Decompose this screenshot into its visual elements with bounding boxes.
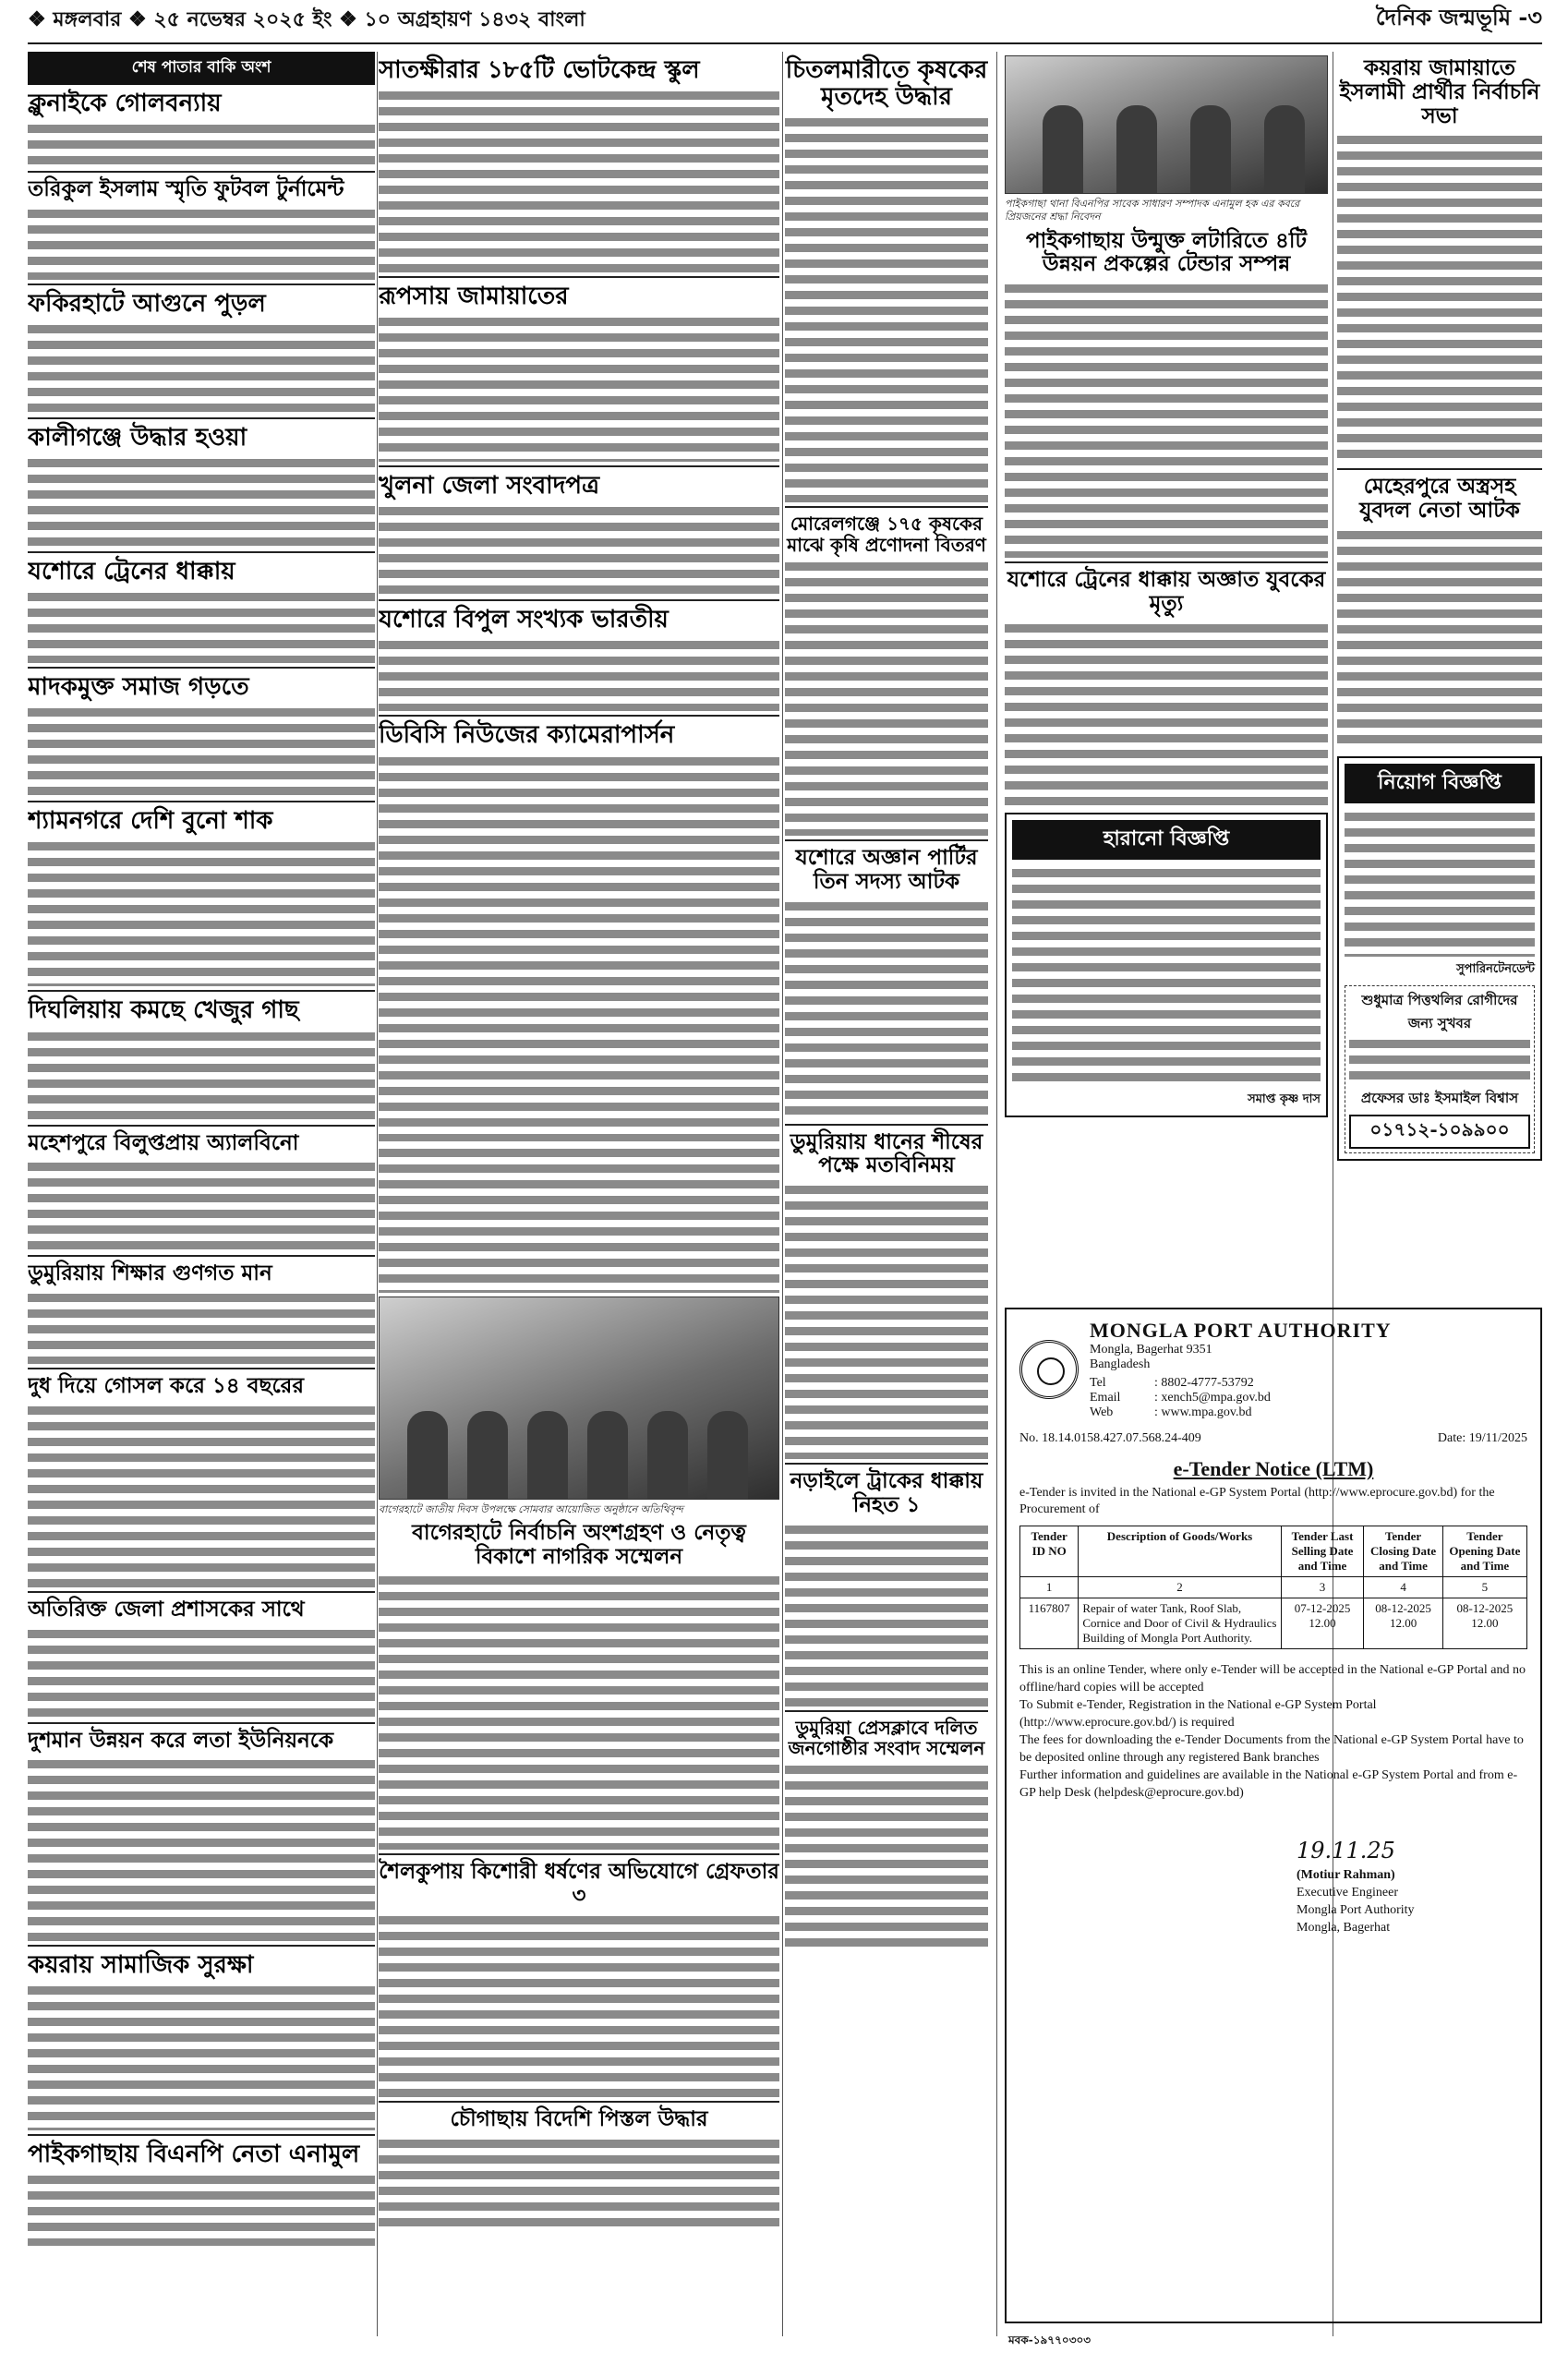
headline: রূপসায় জামায়াতের <box>379 283 569 311</box>
column-2 <box>379 52 779 2336</box>
article-body <box>28 589 375 663</box>
tel-value: : 8802-4777-53792 <box>1154 1376 1254 1390</box>
headline: কালীগঞ্জে উদ্ধার হওয়া <box>28 423 247 452</box>
tender-description: Repair of water Tank, Roof Slab, Cornice and Door of Civil & Hydraulics Building of Mongla Port Authority. <box>1079 1598 1281 1649</box>
headline: দিঘলিয়ায় কমছে খেজুর গাছ <box>28 996 299 1025</box>
signer-title: Executive Engineer <box>1297 1885 1399 1900</box>
signer-name: (Motiur Rahman) <box>1297 1867 1395 1882</box>
headline: চৌগাছায় বিদেশি পিস্তল উদ্ধার <box>450 2106 708 2131</box>
divider <box>28 283 375 285</box>
headline: খুলনা জেলা সংবাদপত্র <box>379 472 600 501</box>
divider <box>379 2101 779 2103</box>
column-header: Tender Last Selling Date and Time <box>1281 1526 1364 1577</box>
divider <box>28 417 375 419</box>
column-divider <box>377 52 378 2336</box>
tender-table <box>1019 1526 1527 1649</box>
org-address-line: Mongla, Bagerhat 9351 <box>1090 1343 1212 1357</box>
divider <box>785 1710 988 1712</box>
headline: যশোরে ট্রেনের ধাক্কায় <box>28 558 235 586</box>
headline: যশোরে ট্রেনের ধাক্কায় অজ্ঞাত যুবকের মৃত্যু <box>1007 568 1326 616</box>
tender-note: The fees for downloading the e-Tender Documents from the National e-GP System Portal have to be deposited online through any registered Bank branches <box>1019 1732 1524 1765</box>
column-number: 3 <box>1281 1577 1364 1598</box>
article-body <box>1337 527 1542 749</box>
tender-note: Further information and guidelines are available in the National e-GP System Portal and from e-GP help Desk (helpdesk@eprocure.gov.bd) <box>1019 1767 1518 1800</box>
web-label: Web <box>1090 1405 1114 1419</box>
tel-label: Tel <box>1090 1376 1106 1390</box>
paper-page-label: দৈনিক জন্মভূমি -৩ <box>1375 4 1542 30</box>
email-label: Email <box>1090 1391 1121 1405</box>
divider <box>379 1853 779 1855</box>
signer-place: Mongla, Bagerhat <box>1297 1920 1391 1935</box>
divider <box>28 2134 375 2136</box>
article-body <box>785 559 988 836</box>
column-number: 5 <box>1442 1577 1526 1598</box>
ad-body <box>1349 1036 1530 1082</box>
article-body <box>785 1182 988 1459</box>
table-header-row <box>1020 1526 1527 1577</box>
article-body <box>28 2172 375 2246</box>
article-body <box>379 2136 779 2228</box>
signature-block <box>1297 1836 1527 1937</box>
article-body <box>28 838 375 986</box>
notice-signer: সুপারিনটেনডেন্ট <box>1456 961 1535 976</box>
headline: ক্লুনাইকে গোলবন্যায় <box>28 90 222 117</box>
divider <box>1005 561 1328 563</box>
org-name: MONGLA PORT AUTHORITY <box>1090 1319 1392 1342</box>
tender-date: Date: 19/11/2025 <box>1437 1431 1527 1445</box>
page-header <box>28 4 1542 44</box>
tender-notes <box>1019 1662 1527 1802</box>
headline: তরিকুল ইসলাম স্মৃতি ফুটবল টুর্নামেন্ট <box>28 177 344 202</box>
article-body <box>1337 132 1542 464</box>
headline: মাদকমুক্ত সমাজ গড়তে <box>28 673 249 702</box>
headline: নড়াইলে ট্রাকের ধাক্কায় নিহত ১ <box>790 1469 983 1517</box>
divider <box>28 1255 375 1257</box>
headline: অতিরিক্ত জেলা প্রশাসকের সাথে <box>28 1597 305 1622</box>
column-4 <box>1005 52 1328 1302</box>
column-number: 4 <box>1364 1577 1442 1598</box>
tender-ref-no: No. 18.14.0158.427.07.568.24-409 <box>1019 1431 1201 1445</box>
headline: শ্যামনগরে দেশি বুনো শাক <box>28 807 273 836</box>
divider <box>379 715 779 717</box>
divider <box>785 1124 988 1126</box>
notice-body <box>1345 809 1535 957</box>
article-body <box>28 1290 375 1364</box>
news-photo <box>1005 55 1328 194</box>
divider <box>28 1125 375 1127</box>
article-body <box>28 321 375 414</box>
headline: ফকিরহাটে আগুনে পুড়ল <box>28 289 266 318</box>
clinic-ad-phone: ০১৭১২-১০৯৯০০ <box>1349 1115 1530 1149</box>
divider <box>1337 468 1542 470</box>
divider <box>28 1722 375 1724</box>
headline: যশোরে অজ্ঞান পার্টির তিন সদস্য আটক <box>795 846 978 894</box>
divider <box>379 465 779 467</box>
job-notice-title: নিয়োগ বিজ্ঞপ্তি <box>1345 764 1535 803</box>
column-3 <box>785 52 988 2336</box>
divider <box>28 990 375 992</box>
column-header: Description of Goods/Works <box>1079 1526 1281 1577</box>
article-body <box>28 1756 375 1941</box>
column-header: Tender ID NO <box>1020 1526 1079 1577</box>
notice-body <box>1012 865 1321 1087</box>
divider <box>785 1463 988 1465</box>
signer-org: Mongla Port Authority <box>1297 1902 1415 1917</box>
headline: মোরেলগঞ্জে ১৭৫ কৃষকের মাঝে কৃষি প্রণোদনা বিতরণ <box>787 513 986 556</box>
clinic-ad-doctor: প্রফেসর ডাঃ ইসমাইল বিশ্বাস <box>1360 1089 1519 1106</box>
headline: যশোরে বিপুল সংখ্যক ভারতীয় <box>379 606 669 634</box>
headline: ডিবিসি নিউজের ক্যামেরাপার্সন <box>379 721 675 750</box>
headline: দুধ দিয়ে গোসল করে ১৪ বছরের <box>28 1374 304 1399</box>
tender-title: e-Tender Notice (LTM) <box>1173 1457 1374 1480</box>
article-body <box>379 637 779 711</box>
headline: ডুমুরিয়া প্রেসক্লাবে দলিত জনগোষ্ঠীর সংবাদ সম্মেলন <box>788 1716 985 1759</box>
headline: সাতক্ষীরার ১৮৫টি ভোটকেন্দ্র স্কুল <box>379 56 700 84</box>
article-body <box>28 121 375 167</box>
job-notice-box <box>1337 756 1542 1161</box>
ad-code: মবক-১৯৭৭০৩০৩ <box>1008 2334 1092 2346</box>
table-row <box>1020 1598 1527 1649</box>
headline: পাইকগাছায় উন্মুক্ত লটারিতে ৪টি উন্নয়ন প্রকল্পের টেন্ডার সম্পন্ন <box>1025 228 1308 277</box>
lost-notice-box <box>1005 813 1328 1117</box>
divider <box>379 599 779 601</box>
article-body <box>28 1159 375 1251</box>
mongla-port-logo-icon <box>1019 1340 1079 1399</box>
headline: দুশমান উন্নয়ন করে লতা ইউনিয়নকে <box>28 1728 334 1753</box>
org-address-line: Bangladesh <box>1090 1357 1151 1371</box>
notice-signer: সমাপ্ত কৃষ্ণ দাস <box>1248 1092 1321 1106</box>
date-line: ❖ মঙ্গলবার ❖ ২৫ নভেম্বর ২০২৫ ইং ❖ ১০ অগ্রহায়ণ ১৪৩২ বাংলা <box>28 7 585 31</box>
column-header: Tender Opening Date and Time <box>1442 1526 1526 1577</box>
article-body <box>785 899 988 1120</box>
article-body <box>379 1145 779 1293</box>
divider <box>28 667 375 669</box>
column-1 <box>28 52 375 2336</box>
column-number: 1 <box>1020 1577 1079 1598</box>
article-body <box>379 1573 779 1850</box>
signature-date: 19.11.25 <box>1297 1837 1395 1863</box>
column-5 <box>1337 52 1542 1302</box>
column-divider <box>996 52 997 2336</box>
article-body <box>785 115 988 502</box>
column-number: 2 <box>1079 1577 1281 1598</box>
tender-intro: e-Tender is invited in the National e-GP System Portal (http://www.eprocure.gov.bd) for the Procurement of <box>1019 1486 1495 1517</box>
tender-id: 1167807 <box>1020 1598 1079 1649</box>
divider <box>379 276 779 278</box>
headline: পাইকগাছায় বিএনপি নেতা এনামুল <box>28 2141 360 2169</box>
headline: মহেশপুরে বিলুপ্তপ্রায় অ্যালবিনো <box>28 1130 299 1155</box>
headline: কয়রায় সামাজিক সুরক্ষা <box>28 1951 254 1980</box>
divider <box>785 839 988 841</box>
headline: বাগেরহাটে নির্বাচনি অংশগ্রহণ ও নেতৃত্ব বিকাশে নাগরিক সম্মেলন <box>412 1520 746 1569</box>
photo-caption: পাইকগাছা থানা বিএনপির সাবেক সাধারণ সম্পাদক এনামুল হক এর কবরে প্রিয়জনের শ্রদ্ধা নিবেদন <box>1005 198 1300 223</box>
article-body <box>379 88 779 272</box>
article-body <box>28 1029 375 1121</box>
article-body <box>1005 621 1328 805</box>
tender-note: To Submit e-Tender, Registration in the National e-GP System Portal (http://www.eprocure.gov.bd/) is required <box>1019 1698 1377 1731</box>
section-band: শেষ পাতার বাকি অংশ <box>28 52 375 85</box>
article-body <box>28 1403 375 1587</box>
divider <box>28 1945 375 1947</box>
divider <box>785 506 988 508</box>
opening-date: 08-12-2025 12.00 <box>1442 1598 1526 1649</box>
divider <box>28 171 375 173</box>
clinic-ad <box>1345 985 1535 1153</box>
article-body <box>28 1626 375 1719</box>
article-body <box>28 206 375 280</box>
divider <box>28 1368 375 1369</box>
article-body <box>379 503 779 596</box>
headline: কয়রায় জামায়াতে ইসলামী প্রার্থীর নির্বাচনি সভা <box>1339 56 1540 128</box>
tender-ref-row <box>1019 1431 1527 1446</box>
article-body <box>785 1762 988 1947</box>
headline: মেহেরপুরে অস্ত্রসহ যুবদল নেতা আটক <box>1359 475 1520 523</box>
web-value: : www.mpa.gov.bd <box>1154 1405 1252 1419</box>
photo-caption: বাগেরহাটে জাতীয় দিবস উপলক্ষে সোমবার আয়োজিত অনুষ্ঠানে অতিথিবৃন্দ <box>379 1502 683 1515</box>
article-body <box>785 1522 988 1707</box>
column-header: Tender Closing Date and Time <box>1364 1526 1442 1577</box>
clinic-ad-title: শুধুমাত্র পিত্তথলির রোগীদের জন্য সুখবর <box>1361 991 1518 1031</box>
last-selling-date: 07-12-2025 12.00 <box>1281 1598 1364 1649</box>
headline: ডুমুরিয়ায় ধানের শীষের পক্ষে মতবিনিময় <box>790 1129 983 1178</box>
closing-date: 08-12-2025 12.00 <box>1364 1598 1442 1649</box>
headline: শৈলকুপায় কিশোরী ধর্ষণের অভিযোগে গ্রেফতার ৩ <box>379 1860 779 1909</box>
divider <box>28 551 375 553</box>
tender-note: This is an online Tender, where only e-Tender will be accepted in the National e-GP Portal and no offline/hard copies will be accepted <box>1019 1663 1526 1695</box>
headline: ডুমুরিয়ায় শিক্ষার গুণগত মান <box>28 1261 272 1286</box>
column-divider <box>782 52 783 2336</box>
tender-header <box>1019 1319 1527 1420</box>
article-body <box>379 754 779 1141</box>
email-value: : xench5@mpa.gov.bd <box>1154 1391 1271 1405</box>
article-body <box>379 1912 779 2097</box>
event-photo <box>379 1297 779 1500</box>
article-body <box>28 455 375 548</box>
headline: চিতলমারীতে কৃষকের মৃতদেহ উদ্ধার <box>785 56 988 112</box>
column-number-row <box>1020 1577 1527 1598</box>
article-body <box>28 705 375 797</box>
lost-notice-title: হারানো বিজ্ঞপ্তি <box>1012 820 1321 860</box>
org-contacts <box>1090 1376 1392 1420</box>
divider <box>28 1591 375 1593</box>
article-body <box>28 1983 375 2130</box>
article-body <box>379 314 779 462</box>
divider <box>28 801 375 802</box>
e-tender-notice <box>1005 1308 1542 2323</box>
article-body <box>1005 281 1328 558</box>
